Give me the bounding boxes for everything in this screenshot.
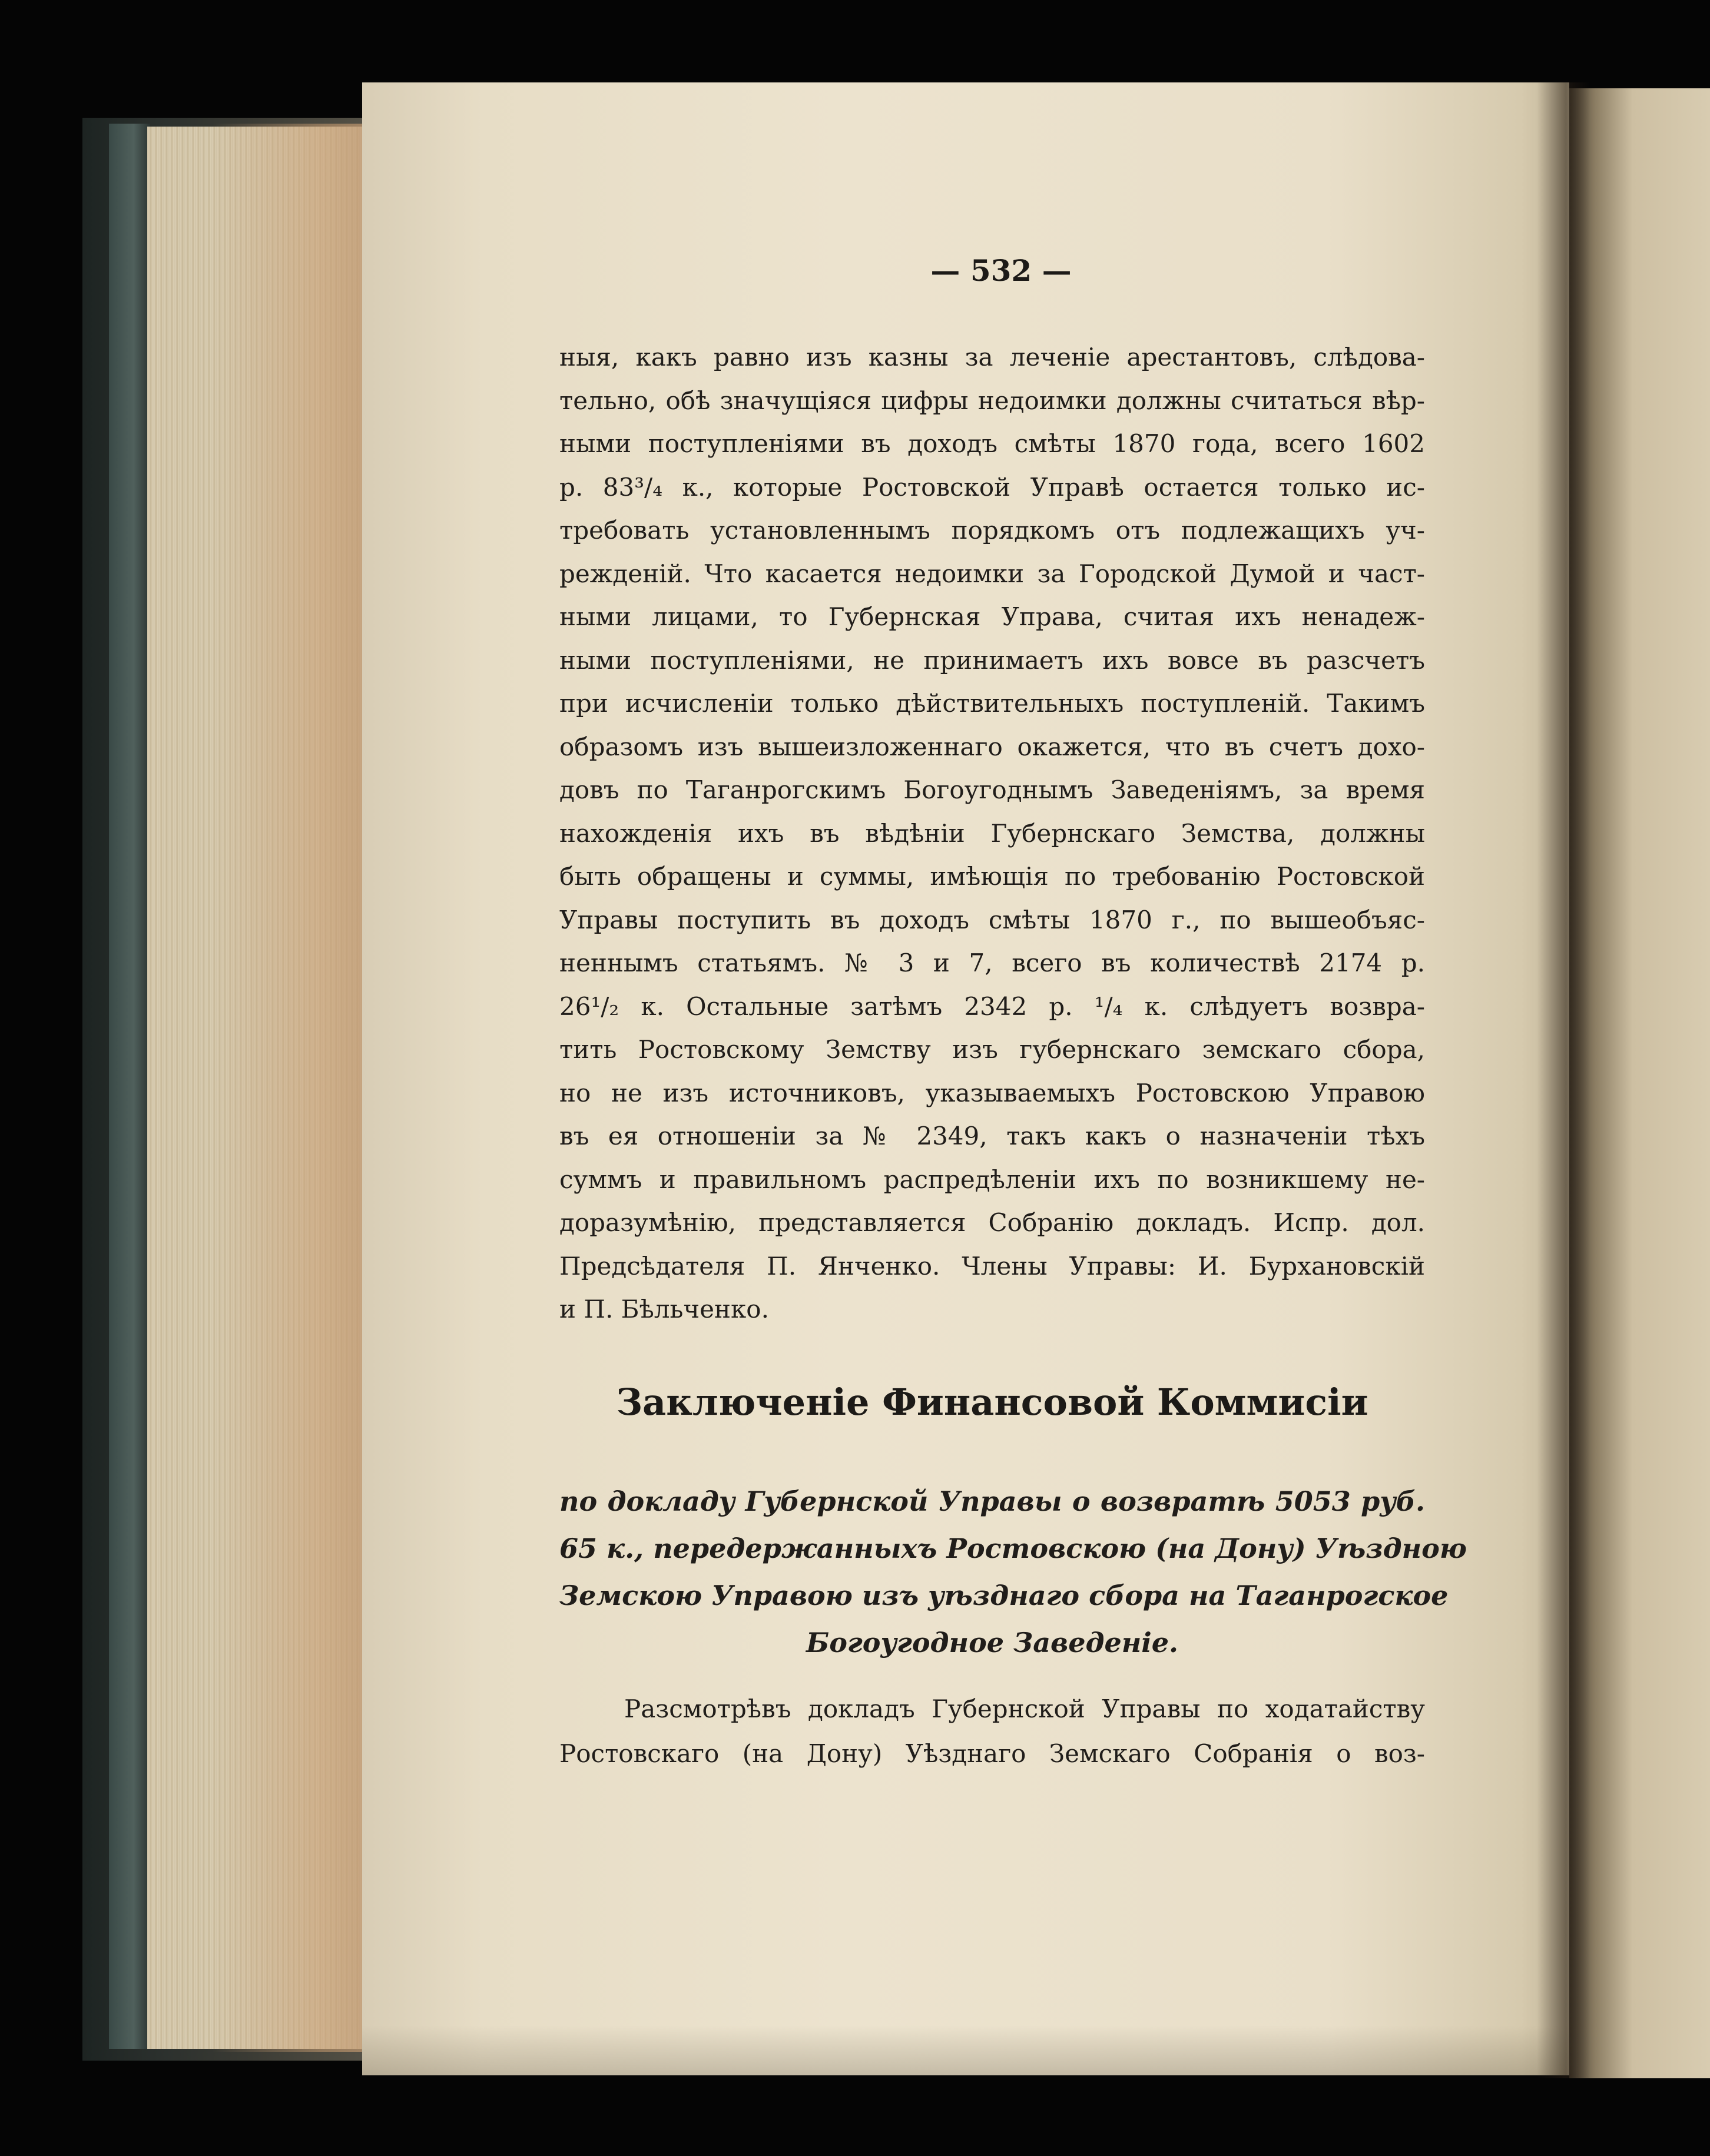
section-heading: Заключеніе Финансовой Коммисіи (616, 1381, 1368, 1424)
closing-paragraph (559, 1687, 1425, 1776)
page-stack-tint (212, 124, 371, 2052)
text-line: ными поступленіями въ доходъ смѣты 1870 года, всего 1602 (559, 429, 1425, 458)
text-line: быть обращены и суммы, имѣющія по требованію Ростовской (559, 862, 1425, 891)
text-line: Предсѣдателя П. Янченко. Члены Управы: И. Бурхановскій (559, 1251, 1425, 1281)
page-number: — 532 — (930, 253, 1072, 288)
text-line: Управы поступить въ доходъ смѣты 1870 г., по вышеобъяс- (559, 905, 1425, 934)
text-line: неннымъ статьямъ. № 3 и 7, всего въ количествѣ 2174 р. (559, 948, 1425, 977)
text-line: Разсмотрѣвъ докладъ Губернской Управы по ходатайству (624, 1694, 1425, 1723)
subheading-line: Земскою Управою изъ уѣзднаго сбора на Таганрогское (559, 1580, 1449, 1611)
page-bottom-shadow (362, 2025, 1569, 2075)
text-line: ныя, какъ равно изъ казны за леченіе арестантовъ, слѣдова- (559, 343, 1425, 372)
text-line: тельно, обѣ значущіяся цифры недоимки должны считаться вѣр- (559, 386, 1425, 415)
text-line: Ростовскаго (на Дону) Уѣзднаго Земскаго Собранія о воз- (559, 1739, 1425, 1768)
text-line: при исчисленіи только дѣйствительныхъ поступленій. Такимъ (559, 689, 1425, 718)
text-line: въ ея отношеніи за № 2349, такъ какъ о назначеніи тѣхъ (559, 1122, 1425, 1150)
text-line: нахожденія ихъ въ вѣдѣніи Губернскаго Земства, должны (559, 818, 1425, 848)
text-line: доразумѣнію, представляется Собранію докладъ. Испр. дол. (559, 1208, 1425, 1237)
text-line: 26¹/₂ к. Остальные затѣмъ 2342 р. ¹/₄ к. слѣдуетъ возвра- (559, 991, 1425, 1021)
text-line: суммъ и правильномъ распредѣленіи ихъ по возникшему не- (559, 1165, 1425, 1194)
text-line: режденій. Что касается недоимки за Городской Думой и част- (559, 559, 1425, 588)
book-cover-edge (109, 124, 150, 2049)
text-line: ными лицами, то Губернская Управа, считая ихъ ненадеж- (559, 602, 1425, 631)
page-gutter-shadow (1537, 82, 1590, 2078)
subheading-line: 65 к., передержанныхъ Ростовскою (на Дону) Уѣздною (559, 1533, 1467, 1564)
text-line: ными поступленіями, не принимаетъ ихъ вовсе въ разсчетъ (559, 645, 1425, 675)
subheading-line: Богоугодное Заведеніе. (806, 1627, 1179, 1659)
subheading-line: по докладу Губернской Управы о возвратѣ 5053 руб. (559, 1485, 1425, 1517)
text-line: образомъ изъ вышеизложеннаго окажется, что въ счетъ дохо- (559, 732, 1425, 761)
text-line: но не изъ источниковъ, указываемыхъ Ростовскою Управою (559, 1078, 1425, 1107)
text-line: р. 83³/₄ к., которые Ростовской Управѣ остается только ис- (559, 472, 1425, 502)
facing-page-edge (1569, 88, 1710, 2078)
body-paragraph (559, 336, 1425, 1331)
text-line: довъ по Таганрогскимъ Богоугоднымъ Заведеніямъ, за время (559, 775, 1425, 804)
text-line: требовать установленнымъ порядкомъ отъ подлежащихъ уч- (559, 516, 1425, 545)
text-line: тить Ростовскому Земству изъ губернскаго земскаго сбора, (559, 1035, 1425, 1064)
section-subheading (559, 1478, 1467, 1666)
text-line: и П. Бѣльченко. (559, 1295, 769, 1324)
